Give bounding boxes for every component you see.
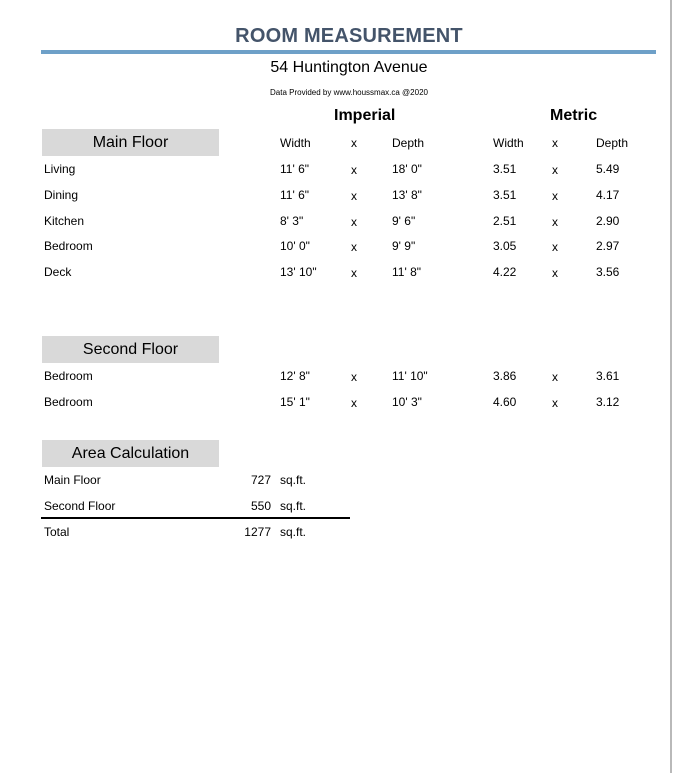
times-sign: x (351, 266, 357, 280)
room-name: Bedroom (44, 369, 93, 383)
page-right-border (670, 0, 672, 773)
metric-depth: 3.61 (596, 369, 620, 383)
times-sign: x (351, 215, 357, 229)
imperial-width: 13' 10" (280, 265, 317, 279)
imperial-depth-header: Depth (392, 136, 425, 150)
imperial-depth: 11' 8" (392, 265, 422, 279)
metric-depth: 3.12 (596, 395, 620, 409)
metric-depth-header: Depth (596, 136, 629, 150)
times-sign: x (552, 370, 558, 384)
page-title: ROOM MEASUREMENT (235, 25, 463, 47)
area-name: Main Floor (44, 473, 101, 487)
area-calculation-header: Area Calculation (42, 440, 219, 467)
times-sign: x (351, 240, 357, 254)
room-name: Dining (44, 188, 79, 202)
metric-width: 4.22 (493, 265, 517, 279)
imperial-width: 12' 8" (280, 369, 310, 383)
times-sign: x (552, 240, 558, 254)
total-divider (41, 517, 350, 519)
room-name: Bedroom (44, 239, 93, 253)
metric-heading: Metric (550, 107, 598, 124)
data-provider-credit: Data Provided by www.houssmax.ca @2020 (270, 88, 428, 97)
metric-width: 3.51 (493, 162, 517, 176)
times-sign: x (351, 163, 357, 177)
metric-width: 3.86 (493, 369, 517, 383)
metric-depth: 3.56 (596, 265, 620, 279)
imperial-depth: 11' 10" (392, 369, 428, 383)
area-unit: sq.ft. (280, 473, 307, 487)
metric-depth: 4.17 (596, 188, 620, 202)
imperial-depth: 13' 8" (392, 188, 422, 202)
metric-depth: 2.90 (596, 214, 620, 228)
total-unit: sq.ft. (280, 525, 307, 539)
imperial-depth: 9' 9" (392, 239, 416, 253)
imperial-depth: 9' 6" (392, 214, 416, 228)
room-name: Deck (44, 265, 72, 279)
times-sign: x (351, 370, 357, 384)
metric-width: 4.60 (493, 395, 517, 409)
imperial-depth: 10' 3" (392, 395, 422, 409)
property-address: 54 Huntington Avenue (270, 59, 428, 76)
times-sign: x (552, 189, 558, 203)
area-value: 550 (250, 499, 271, 513)
times-sign: x (552, 266, 558, 280)
metric-x-header: x (552, 136, 558, 150)
imperial-heading: Imperial (334, 107, 396, 124)
imperial-width: 8' 3" (280, 214, 304, 228)
times-sign: x (552, 396, 558, 410)
metric-depth: 5.49 (596, 162, 620, 176)
title-underline (41, 50, 656, 54)
total-label: Total (44, 525, 70, 539)
imperial-width: 11' 6" (280, 188, 310, 202)
second-floor-header: Second Floor (42, 336, 219, 363)
times-sign: x (552, 163, 558, 177)
area-value: 727 (250, 473, 271, 487)
imperial-width: 10' 0" (280, 239, 310, 253)
times-sign: x (351, 396, 357, 410)
metric-width: 2.51 (493, 214, 517, 228)
times-sign: x (552, 215, 558, 229)
area-unit: sq.ft. (280, 499, 307, 513)
main-floor-header: Main Floor (42, 129, 219, 156)
metric-width-header: Width (493, 136, 524, 150)
total-value: 1277 (244, 525, 271, 539)
imperial-width: 11' 6" (280, 162, 310, 176)
imperial-width: 15' 1" (280, 395, 310, 409)
room-name: Kitchen (44, 214, 85, 228)
metric-width: 3.51 (493, 188, 517, 202)
metric-width: 3.05 (493, 239, 517, 253)
imperial-width-header: Width (280, 136, 311, 150)
room-name: Living (44, 162, 76, 176)
room-name: Bedroom (44, 395, 93, 409)
imperial-depth: 18' 0" (392, 162, 422, 176)
times-sign: x (351, 189, 357, 203)
area-name: Second Floor (44, 499, 116, 513)
imperial-x-header: x (351, 136, 357, 150)
metric-depth: 2.97 (596, 239, 620, 253)
